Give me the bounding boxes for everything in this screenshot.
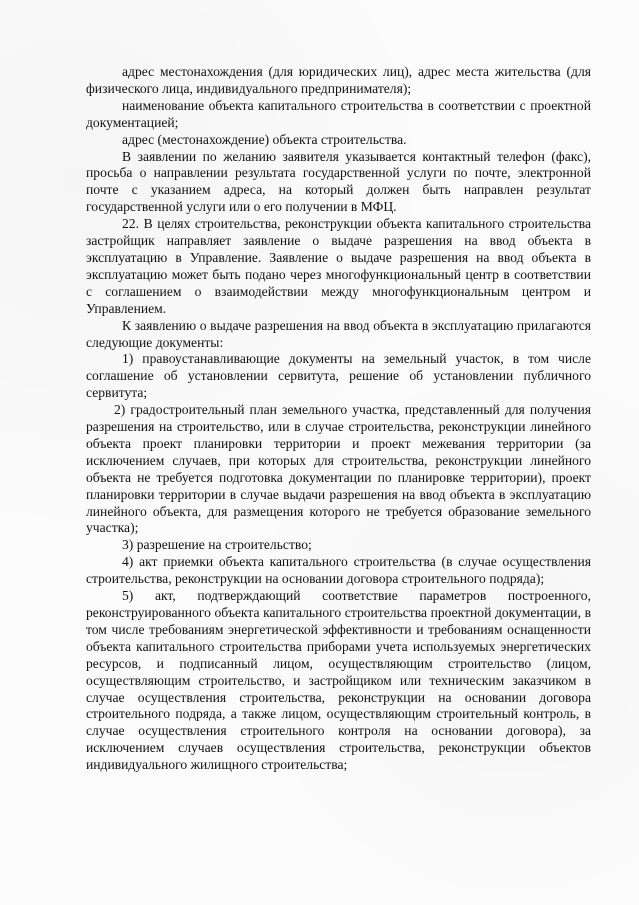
list-item-2: 2) градостроительный план земельного участка, представленный для получения разрешения на строительство, или в случае строительства, реконструкции линейного объекта проект планировки территории и проект межевания территории (за исключением случаев, при которых для строительства, реконструкции линейного объекта не требуется подготовка документации по планировке территории), проект планировки территории в случае выдачи разрешения на ввод объекта в эксплуатацию линейного объекта, для размещения которого не требуется образование земельного участка);	[86, 402, 591, 536]
list-item-3: 3) разрешение на строительство;	[122, 537, 312, 553]
list-item-5: 5) акт, подтверждающий соответствие параметров построенного, реконструированного объекта капитального строительства проектной документации, в том числе требованиям энергетической эффективности и требованиям оснащенности объекта капитального строительства приборами учета используемых энергетических ресурсов, и подписанный лицом, осуществляющим строительство (лицом, осуществляющим строительство, и застройщиком или техническим заказчиком в случае осуществления строительства, реконструкции на основании договора строительного подряда, а также лицом, осуществляющим строительный контроль, в случае осуществления строительного контроля на основании договора), за исключением случаев осуществления строительства, реконструкции объектов индивидуального жилищного строительства;	[86, 588, 591, 773]
paragraph-contact-info: В заявлении по желанию заявителя указывается контактный телефон (факс), просьба о направлении результата государственной услуги по почте, электронной почте с указанием адреса, на который должен быть направлен результат государственной услуги или о его получении в МФЦ.	[86, 148, 591, 215]
paragraph-object-location: адрес (местонахождение) объекта строительства.	[122, 131, 407, 147]
list-item-4: 4) акт приемки объекта капитального строительства (в случае осуществления строительства, реконструкции на основании договора строительного подряда);	[86, 554, 591, 587]
paragraph-documents-intro: К заявлению о выдаче разрешения на ввод объекта в эксплуатацию прилагаются следующие документы:	[86, 317, 591, 350]
paragraph-item-22: 22. В целях строительства, реконструкции объекта капитального строительства застройщик направляет заявление о выдаче разрешения на ввод объекта в эксплуатацию в Управление. Заявление о выдаче разрешения на ввод объекта в эксплуатацию может быть подано через многофункциональный центр в соответствии с соглашением о взаимодействии между многофункциональным центром и Управлением.	[86, 216, 591, 316]
list-item-1: 1) правоустанавливающие документы на земельный участок, в том числе соглашение об установлении сервитута, решение об установлении публичного сервитута;	[86, 351, 591, 401]
paragraph-address: адрес местонахождения (для юридических лиц), адрес места жительства (для физического лица, индивидуального предпринимателя);	[86, 64, 591, 96]
document-body	[86, 64, 591, 774]
paragraph-object-name: наименование объекта капитального строительства в соответствии с проектной документацией;	[86, 97, 591, 130]
